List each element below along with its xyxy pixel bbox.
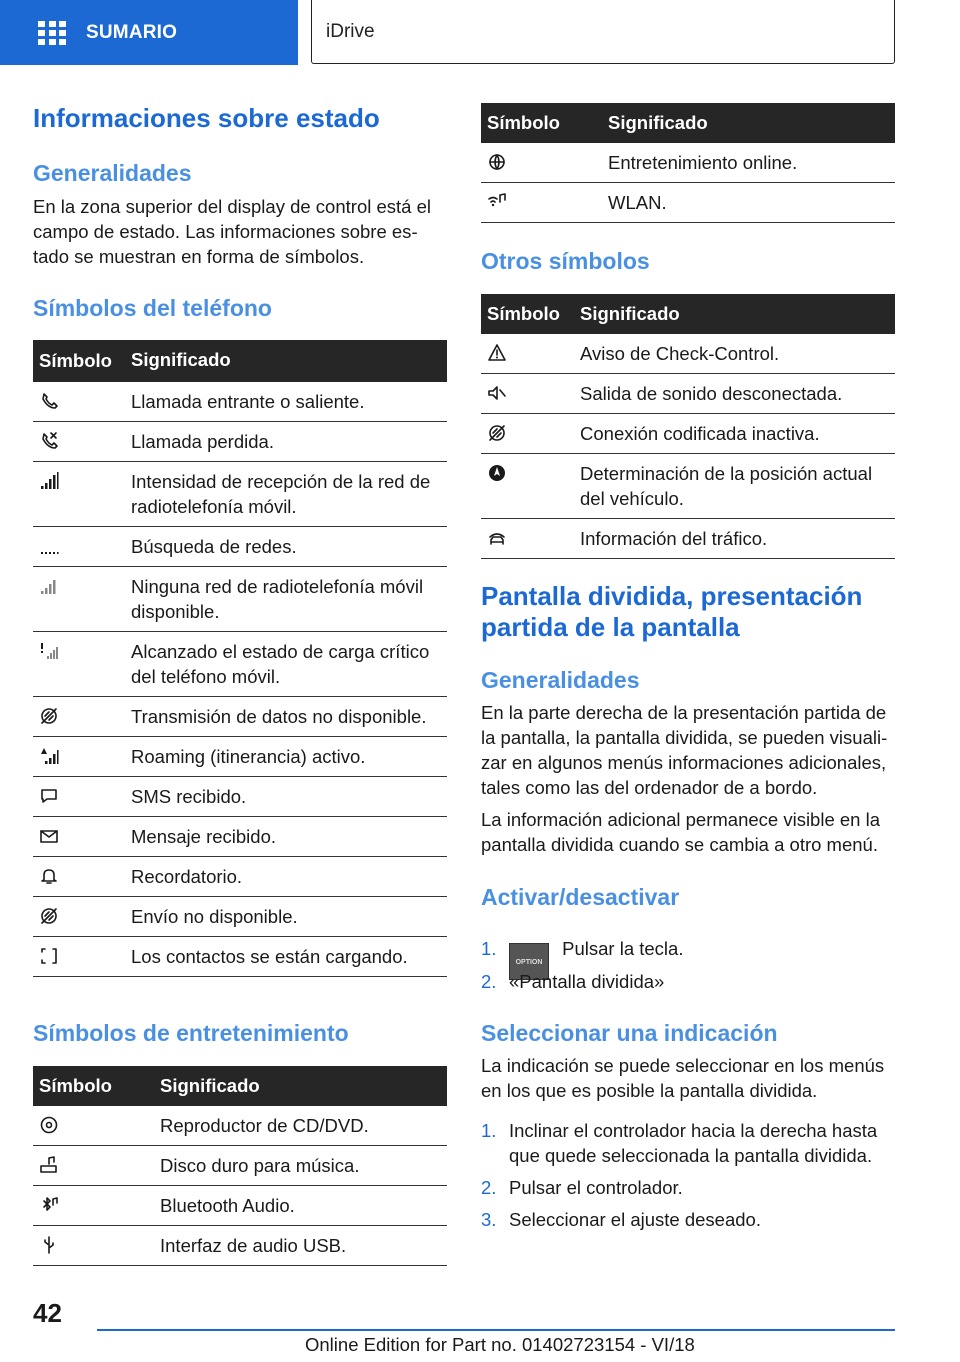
- table-row: [481, 519, 895, 559]
- online-entertainment-icon: [487, 152, 507, 172]
- col-header-symbol: Símbolo: [33, 1066, 154, 1106]
- location-icon: [487, 463, 507, 483]
- hard-disk-music-icon: [39, 1155, 59, 1175]
- table-row: [33, 777, 447, 817]
- table-row: [33, 1146, 447, 1186]
- mail-icon: [39, 826, 59, 846]
- symbol-cell: [481, 183, 602, 223]
- send-unavailable-icon: [39, 906, 59, 926]
- idrive-tab-label: iDrive: [326, 20, 375, 42]
- encrypted-off-icon: [487, 423, 507, 443]
- bluetooth-audio-icon: [39, 1195, 59, 1215]
- grid-menu-icon: [38, 21, 66, 45]
- table-row: [33, 857, 447, 897]
- table-row: [33, 697, 447, 737]
- entertainment-symbols-table-cont: [481, 103, 895, 223]
- symbol-cell: [33, 697, 125, 737]
- page-number: 42: [33, 1298, 62, 1328]
- symbol-cell: [33, 632, 125, 697]
- sumario-label: SUMARIO: [86, 21, 178, 43]
- symbol-cell: [481, 374, 574, 414]
- col-header-meaning: Significado: [602, 103, 895, 143]
- network-search-icon: [39, 536, 59, 556]
- col-header-symbol: Símbolo: [481, 294, 574, 334]
- no-network-icon: [39, 576, 59, 596]
- generalidades-heading: Generalidades: [33, 160, 192, 186]
- symbol-cell: [33, 737, 125, 777]
- table-row: [33, 1106, 447, 1146]
- table-row: [33, 1186, 447, 1226]
- symbol-cell: [33, 777, 125, 817]
- idrive-tab[interactable]: [311, 0, 895, 64]
- table-row: [33, 462, 447, 527]
- generalidades-text: En la zona superior del display de control está el campo de estado. Las informaciones sobre estado se muestran en forma de símbolos.: [33, 196, 431, 267]
- table-row: [33, 1226, 447, 1266]
- symbol-cell: [33, 817, 125, 857]
- meaning-cell: Búsqueda de redes.: [125, 527, 447, 567]
- select-steps: [481, 1118, 895, 1232]
- roaming-icon: [39, 746, 59, 766]
- table-row: [33, 382, 447, 422]
- cd-icon: [39, 1115, 59, 1135]
- list-item: 1. Inclinar el controlador hacia la derecha hasta que quede seleccionada la pantalla dividida.: [481, 1120, 878, 1166]
- table-row: [33, 897, 447, 937]
- symbol-cell: [481, 414, 574, 454]
- table-row: [33, 422, 447, 462]
- contacts-loading-icon: [39, 946, 59, 966]
- signal-strength-icon: [39, 471, 59, 491]
- split-generalidades-heading: Generalidades: [481, 667, 640, 693]
- symbol-cell: [33, 897, 125, 937]
- meaning-cell: Llamada perdida.: [125, 422, 447, 462]
- meaning-cell: Envío no disponible.: [125, 897, 447, 937]
- battery-critical-icon: [39, 641, 59, 661]
- col-header-symbol: Símbolo: [33, 340, 125, 382]
- symbol-cell: [33, 1106, 154, 1146]
- col-header-meaning: Significado: [574, 294, 895, 334]
- symbol-cell: [481, 454, 574, 519]
- meaning-cell: Recordatorio.: [125, 857, 447, 897]
- phone-call-icon: [39, 391, 59, 411]
- col-header-meaning: Significado: [125, 340, 447, 382]
- split-generalidades-p1: En la parte derecha de la presentación partida de la pantalla, la pantalla dividida, se pueden visualizar en algunos menús informaciones adicionales, tales como las del ordenador de a bordo.: [481, 702, 888, 798]
- symbol-cell: [33, 1226, 154, 1266]
- symbol-cell: [33, 937, 125, 977]
- symbol-cell: [33, 382, 125, 422]
- table-row: [33, 737, 447, 777]
- usb-icon: [39, 1235, 59, 1255]
- list-item: 2. «Pantalla dividida»: [481, 971, 665, 992]
- col-header-symbol: Símbolo: [481, 103, 602, 143]
- meaning-cell: Conexión codificada inactiva.: [574, 414, 895, 454]
- symbol-cell: [481, 334, 574, 374]
- table-row: [481, 183, 895, 223]
- table-row: [481, 414, 895, 454]
- option-key-button[interactable]: OPTION: [509, 943, 549, 980]
- sms-icon: [39, 786, 59, 806]
- meaning-cell: Llamada entrante o saliente.: [125, 382, 447, 422]
- symbol-cell: [33, 462, 125, 527]
- sound-off-icon: [487, 383, 507, 403]
- traffic-info-icon: [487, 528, 507, 548]
- table-row: [33, 527, 447, 567]
- activate-heading: Activar/desactivar: [481, 884, 680, 910]
- table-row: [33, 632, 447, 697]
- split-generalidades-p2: La información adicional permanece visible en la pantalla dividida cuando se cambia a otro menú.: [481, 809, 881, 855]
- phone-symbols-heading: Símbolos del teléfono: [33, 295, 272, 321]
- meaning-cell: Mensaje recibido.: [125, 817, 447, 857]
- symbol-cell: [33, 422, 125, 462]
- footer-edition-text: Online Edition for Part no. 01402723154 - VI/18: [305, 1334, 695, 1355]
- table-row: [481, 374, 895, 414]
- bell-icon: [39, 866, 59, 886]
- symbol-cell: [33, 857, 125, 897]
- meaning-cell: Transmisión de datos no disponible.: [125, 697, 447, 737]
- other-symbols-table: [481, 294, 895, 559]
- symbol-cell: [33, 1146, 154, 1186]
- meaning-cell: Aviso de Check-Control.: [574, 334, 895, 374]
- list-item: 3. Seleccionar el ajuste deseado.: [481, 1209, 761, 1230]
- select-heading: Seleccionar una indicación: [481, 1020, 778, 1046]
- section-title: Informaciones sobre estado: [33, 103, 380, 133]
- warning-icon: [487, 343, 507, 363]
- table-row: [481, 454, 895, 519]
- select-text: La indicación se puede seleccionar en los menús en los que es posible la pantalla dividida.: [481, 1055, 885, 1101]
- meaning-cell: Bluetooth Audio.: [154, 1186, 447, 1226]
- table-row: [481, 334, 895, 374]
- split-screen-title: Pantalla dividida, presentación partida de la pantalla: [481, 581, 863, 642]
- meaning-cell: Información del tráfico.: [574, 519, 895, 559]
- meaning-cell: Los contactos se están cargando.: [125, 937, 447, 977]
- phone-symbols-table: [33, 340, 447, 977]
- symbol-cell: [33, 1186, 154, 1226]
- meaning-cell: SMS recibido.: [125, 777, 447, 817]
- table-row: [481, 143, 895, 183]
- entertainment-symbols-heading: Símbolos de entretenimiento: [33, 1020, 349, 1046]
- wlan-icon: [487, 192, 507, 212]
- meaning-cell: Intensidad de recepción de la red de radiotelefonía móvil.: [125, 462, 447, 527]
- data-unavailable-icon: [39, 706, 59, 726]
- activate-steps: [481, 923, 895, 994]
- symbol-cell: [33, 527, 125, 567]
- meaning-cell: Salida de sonido desconectada.: [574, 374, 895, 414]
- list-item: 2. Pulsar el controlador.: [481, 1177, 683, 1198]
- meaning-cell: Determinación de la posición actual del vehículo.: [574, 454, 895, 519]
- meaning-cell: Alcanzado el estado de carga crítico del teléfono móvil.: [125, 632, 447, 697]
- symbol-cell: [481, 143, 602, 183]
- symbol-cell: [481, 519, 574, 559]
- meaning-cell: Roaming (itinerancia) activo.: [125, 737, 447, 777]
- sumario-button[interactable]: [0, 0, 298, 65]
- meaning-cell: Reproductor de CD/DVD.: [154, 1106, 447, 1146]
- table-row: [33, 817, 447, 857]
- meaning-cell: WLAN.: [602, 183, 895, 223]
- meaning-cell: Entretenimiento online.: [602, 143, 895, 183]
- symbol-cell: [33, 567, 125, 632]
- missed-call-icon: [39, 431, 59, 451]
- col-header-meaning: Significado: [154, 1066, 447, 1106]
- entertainment-symbols-table: [33, 1066, 447, 1266]
- meaning-cell: Ninguna red de radiotelefonía móvil disponible.: [125, 567, 447, 632]
- meaning-cell: Disco duro para música.: [154, 1146, 447, 1186]
- list-item: 1. OPTION Pulsar la tecla.: [481, 923, 895, 963]
- footer-divider: [97, 1329, 895, 1331]
- meaning-cell: Interfaz de audio USB.: [154, 1226, 447, 1266]
- table-row: [33, 937, 447, 977]
- other-symbols-heading: Otros símbolos: [481, 248, 650, 274]
- table-row: [33, 567, 447, 632]
